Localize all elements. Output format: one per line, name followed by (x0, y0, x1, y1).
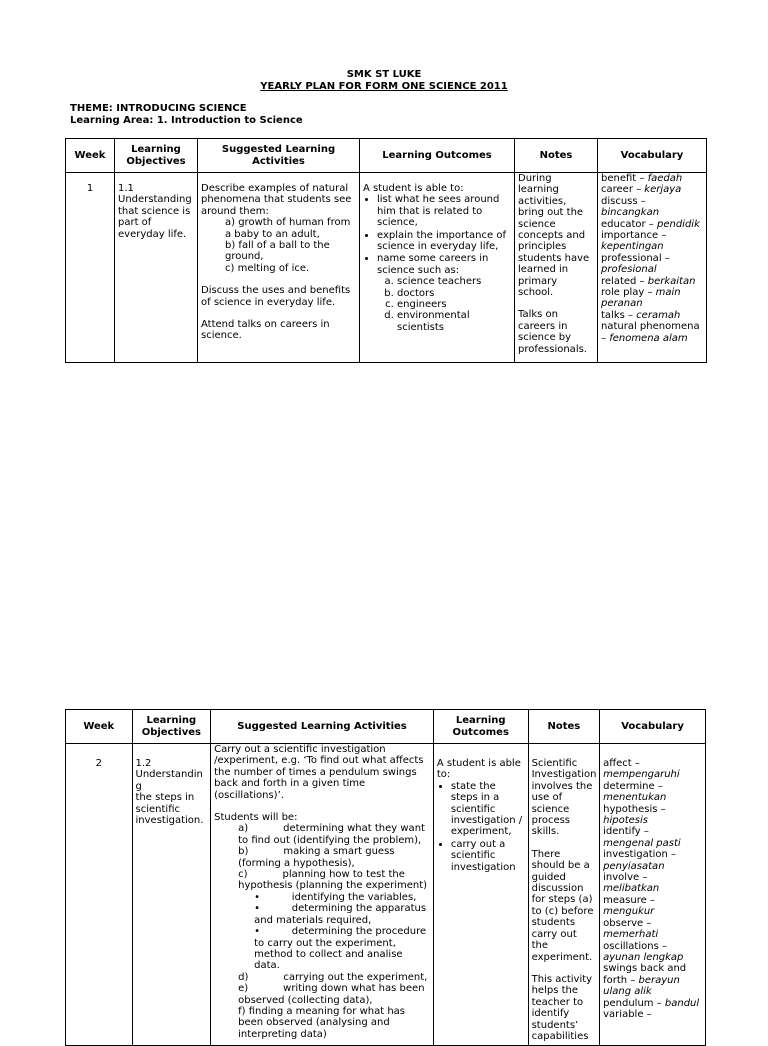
vocabulary-english: measure – (603, 894, 655, 906)
header-suggested-activities: Suggested Learning Activities (211, 710, 434, 744)
vocabulary-english: natural phenomena – (601, 321, 700, 344)
objective-line: 1.1 (118, 183, 134, 194)
note-paragraph: Scientific Investigation involves the use of science process skills. (531, 758, 597, 838)
vocabulary-cell (598, 173, 707, 363)
header-learning-outcomes: Learning Outcomes (360, 139, 515, 173)
outcome-intro: A student is able to: (436, 758, 521, 781)
objective-line: Understanding (118, 194, 192, 206)
header-learning-objectives: Learning Objectives (132, 710, 211, 744)
vocabulary-malay: berayun ulang alik (603, 974, 680, 998)
vocabulary-malay: melibatkan (603, 883, 660, 895)
objective-line: investigation. (135, 815, 204, 827)
outcome-item (377, 253, 511, 333)
objective-line: everyday life. (118, 228, 187, 240)
objective-line: that science is (118, 205, 191, 217)
vocabulary-english: discuss – (601, 195, 646, 207)
vocabulary-english: professional – (601, 252, 670, 264)
vocabulary-entry (603, 826, 702, 849)
vocabulary-malay: bincangkan (601, 207, 660, 219)
vocabulary-english: variable – (603, 1008, 652, 1020)
vocabulary-malay: kerjaya (644, 184, 682, 196)
vocabulary-english: importance – (601, 230, 667, 242)
objective-line: scientific (135, 803, 180, 815)
vocabulary-english: observe – (603, 917, 652, 929)
vocabulary-english: role play – (601, 287, 656, 299)
vocabulary-english: affect – (603, 758, 640, 769)
notes-cell (528, 744, 600, 1046)
vocabulary-english: educator – (601, 218, 657, 230)
plan-title: YEARLY PLAN FOR FORM ONE SCIENCE 2011 (260, 81, 508, 92)
outcome-item: • list what he sees around him that is related to science, (377, 194, 511, 228)
vocabulary-malay: mempengaruhi (603, 769, 680, 781)
vocabulary-entry (601, 219, 703, 230)
vocabulary-malay: berkaitan (647, 275, 696, 287)
vocabulary-cell (600, 744, 706, 1046)
vocabulary-malay: mengenal pasti (603, 837, 681, 849)
outcomes-cell (433, 744, 528, 1046)
vocabulary-entry (601, 287, 703, 310)
vocabulary-malay: ceramah (636, 309, 681, 321)
activity-substep: • determining the apparatus and materials required, (254, 903, 427, 926)
objective-cell (132, 744, 211, 1046)
vocabulary-entry (603, 895, 702, 918)
outcome-item: • carry out a scientific investigation (451, 839, 525, 873)
yearly-plan-table-week2 (65, 709, 706, 1046)
header-week: Week (66, 139, 115, 173)
outcomes-cell (360, 173, 515, 363)
notes-cell (515, 173, 598, 363)
vocabulary-entry (601, 310, 703, 321)
week-cell: 2 (66, 744, 133, 1046)
outcome-item: • explain the importance of science in everyday life, (377, 230, 511, 253)
school-name: SMK ST LUKE (346, 69, 422, 80)
vocabulary-english: hypothesis – (603, 803, 666, 815)
career-item: b. doctors (397, 288, 511, 299)
outcome-item: • state the steps in a scientific investigation / experiment, (451, 781, 525, 838)
activity-intro: Describe examples of natural phenomena that students see around them: (201, 183, 352, 217)
vocabulary-malay: ayunan lengkap (603, 951, 684, 963)
note-paragraph: Talks on careers in science by professionals. (518, 309, 587, 355)
career-item: d. environmental scientists (397, 310, 511, 333)
career-list (377, 276, 511, 333)
vocabulary-entry (601, 230, 703, 253)
objective-line: 1.2 (135, 758, 152, 769)
vocabulary-english: investigation – (603, 849, 677, 861)
vocabulary-malay: mengukur (603, 906, 655, 918)
activity-step: c) planning how to test the hypothesis (planning the experiment) (238, 869, 428, 892)
vocabulary-malay: pendidik (656, 218, 700, 230)
header-vocabulary: Vocabulary (600, 710, 706, 744)
activity-step: a) determining what they want to find out (identifying the problem), (238, 823, 425, 846)
vocabulary-entry (601, 276, 703, 287)
vocabulary-entry (603, 941, 702, 964)
header-notes: Notes (528, 710, 600, 744)
vocabulary-entry (603, 849, 702, 872)
vocabulary-malay: memerhati (603, 929, 659, 941)
vocabulary-entry (601, 173, 703, 184)
objective-line: part of (118, 217, 152, 229)
vocabulary-english: oscillations – (603, 940, 667, 952)
objective-line: g (135, 780, 142, 792)
note-paragraph: During learning activities, bring out the science concepts and principles students have learned in primary school. (518, 173, 590, 299)
header-notes: Notes (515, 139, 598, 173)
vocabulary-entry (603, 918, 702, 941)
vocabulary-malay: menentukan (603, 792, 667, 804)
career-item: c. engineers (397, 299, 511, 310)
vocabulary-english: involve – (603, 872, 648, 884)
activity-paragraph: Attend talks on careers in science. (201, 319, 330, 342)
learning-area-label: Learning Area: 1. Introduction to Science (70, 115, 303, 126)
vocabulary-entry (603, 1009, 702, 1020)
activities-cell (211, 744, 434, 1046)
vocabulary-entry (603, 872, 702, 895)
activity-substep: • identifying the variables, (254, 891, 417, 903)
outcome-list (363, 194, 511, 333)
vocabulary-malay: fenomena alam (609, 332, 688, 344)
activity-step: e) writing down what has been observed (collecting data), (238, 983, 425, 1006)
vocabulary-malay: hipotesis (603, 815, 648, 827)
vocabulary-english: talks – (601, 309, 637, 321)
activity-students: Students will be: (214, 812, 298, 824)
activities-cell (198, 173, 360, 363)
activity-item: c) melting of ice. (225, 262, 310, 274)
activity-step: f) finding a meaning for what has been observed (analysing and interpreting data) (238, 1005, 406, 1040)
outcome-intro: A student is able to: (363, 183, 464, 194)
activity-step: d) carrying out the experiment, (238, 971, 428, 983)
header-suggested-activities: Suggested Learning Activities (198, 139, 360, 173)
outcome-list (437, 781, 525, 873)
week-cell: 1 (66, 173, 115, 363)
vocabulary-entry (601, 321, 703, 344)
objective-line: the steps in (135, 792, 195, 804)
vocabulary-english: swings back and forth – (603, 963, 687, 986)
header-learning-outcomes: Learning Outcomes (433, 710, 528, 744)
objective-cell (115, 173, 198, 363)
header-week: Week (66, 710, 133, 744)
vocabulary-entry (601, 253, 703, 276)
vocabulary-entry (603, 998, 702, 1009)
theme-label: THEME: INTRODUCING SCIENCE (70, 103, 247, 114)
note-paragraph: There should be a guided discussion for steps (a) to (c) before students carry out the experiment. (531, 848, 594, 963)
vocabulary-malay: kepentingan (601, 241, 664, 253)
vocabulary-malay: faedah (647, 173, 683, 184)
vocabulary-english: career – (601, 184, 645, 196)
activity-item: b) fall of a ball to the ground, (225, 240, 330, 263)
vocabulary-entry (601, 196, 703, 219)
vocabulary-entry (603, 804, 702, 827)
activity-step: b) making a smart guess (forming a hypothesis), (238, 846, 395, 869)
outcome-item-text: name some careers in science such as: (377, 253, 489, 276)
vocabulary-list (603, 758, 702, 1020)
activity-intro: Carry out a scientific investigation /experiment, e.g. ‘To find out what affects the number of times a pendulum swings back and forth in a given time (oscillations)’. (214, 744, 424, 801)
vocabulary-entry (603, 963, 702, 997)
vocabulary-english: related – (601, 275, 648, 287)
vocabulary-malay: profesional (601, 264, 657, 276)
vocabulary-malay: bandul (664, 997, 700, 1009)
table-row (66, 173, 707, 363)
activity-substep: • determining the procedure to carry out the experiment, method to collect and analise data. (254, 926, 427, 972)
vocabulary-entry (601, 184, 703, 195)
header-vocabulary: Vocabulary (598, 139, 707, 173)
activity-paragraph: Discuss the uses and benefits of science in everyday life. (201, 285, 351, 308)
table-row (66, 744, 706, 1046)
vocabulary-malay: penyiasatan (603, 860, 665, 872)
objective-line: Understandin (135, 769, 203, 781)
vocabulary-english: identify – (603, 826, 649, 838)
vocabulary-english: determine – (603, 780, 663, 792)
vocabulary-entry (603, 758, 702, 781)
yearly-plan-table-week1 (65, 138, 707, 363)
vocabulary-list (601, 173, 703, 344)
header-learning-objectives: Learning Objectives (115, 139, 198, 173)
note-paragraph: This activity helps the teacher to identify students’ capabilities (531, 973, 593, 1042)
vocabulary-english: pendulum – (603, 997, 665, 1009)
vocabulary-entry (603, 781, 702, 804)
career-item: a. science teachers (397, 276, 511, 287)
vocabulary-malay: main peranan (601, 287, 681, 310)
activity-item: a) growth of human from a baby to an adult, (225, 217, 351, 240)
vocabulary-english: benefit – (601, 173, 648, 184)
